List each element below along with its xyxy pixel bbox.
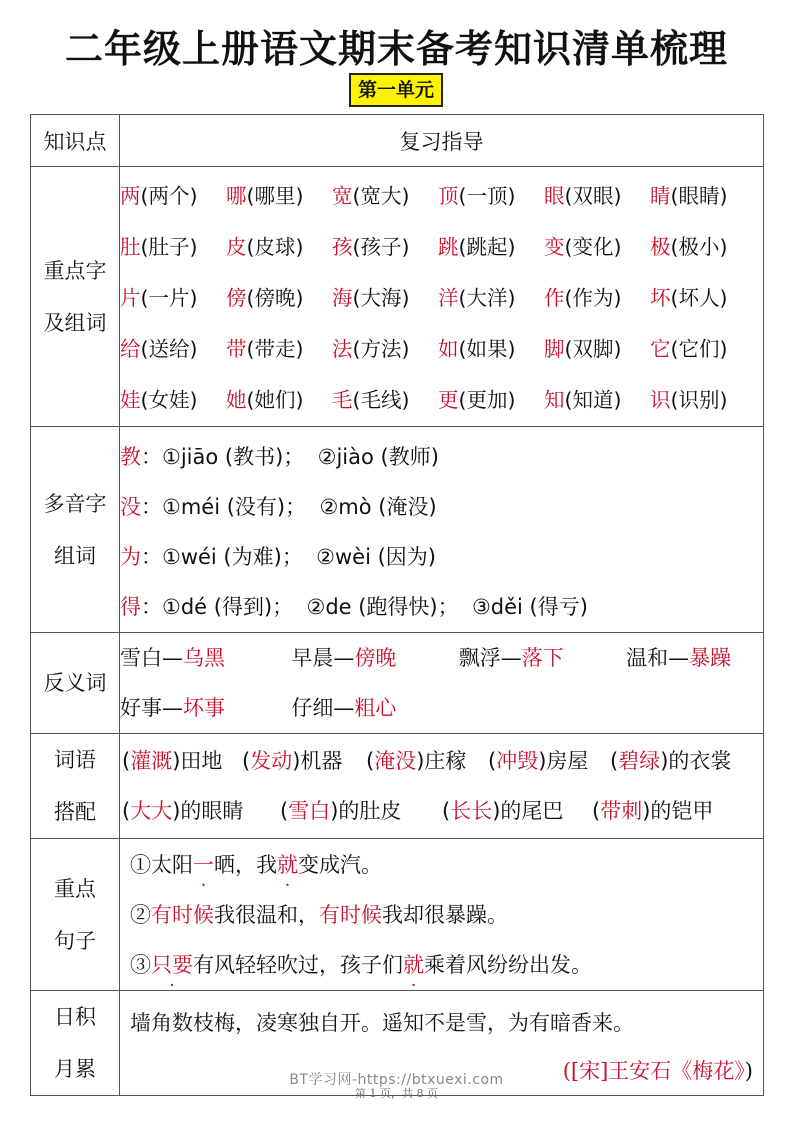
list-item: 教：①jiāo (教书)； ②jiào (教师)	[120, 444, 439, 469]
list-item: 顶(一顶)	[438, 184, 516, 208]
list-item: 脚(双脚)	[544, 337, 622, 361]
list-item: 她(她们)	[226, 388, 304, 412]
list-item: 傍(傍晚)	[226, 286, 304, 310]
list-item: 海(大海)	[332, 286, 410, 310]
row-key-sentences	[31, 839, 764, 991]
antonyms-list	[120, 633, 764, 734]
list-item: 带(带走)	[226, 337, 304, 361]
row-polyphonic	[31, 427, 764, 633]
list-item: 知(知道)	[544, 388, 622, 412]
list-item: 眼(双眼)	[544, 184, 622, 208]
list-item: 如(如果)	[438, 337, 516, 361]
knowledge-table	[30, 114, 764, 1096]
list-item: (灌溉)田地 (发动)机器 (淹没)庄稼 (冲毁)房屋 (碧绿)的衣裳	[122, 749, 732, 773]
header-col-guide: 复习指导	[120, 115, 764, 167]
list-item: 极(极小)	[650, 235, 728, 259]
label-key-characters: 重点字 及组词	[31, 167, 120, 427]
list-item: (大大)的眼睛 (雪白)的肚皮 (长长)的尾巴 (带刺)的铠甲	[122, 799, 714, 823]
polyphonic-list	[120, 427, 764, 633]
label-polyphonic: 多音字 组词	[31, 427, 120, 633]
label-antonyms: 反义词	[31, 633, 120, 734]
row-key-characters	[31, 167, 764, 427]
list-item: 没：①méi (没有)； ②mò (淹没)	[120, 494, 437, 519]
list-item: ①太阳一晒，我就变成汽。	[130, 852, 382, 877]
list-item: 好事—坏事 仔细—粗心	[120, 696, 397, 720]
key-characters-grid	[120, 167, 764, 427]
unit-badge: 第一单元	[349, 73, 443, 107]
poem-text: 墙角数枝梅，凌寒独自开。遥知不是雪，为有暗香来。	[130, 1011, 634, 1035]
list-item: 变(变化)	[544, 235, 622, 259]
label-daily-accumulation: 日积 月累	[31, 991, 120, 1096]
list-item: 两(两个)	[120, 184, 198, 208]
list-item: 更(更加)	[438, 388, 516, 412]
list-item: 作(作为)	[544, 286, 622, 310]
list-item: 娃(女娃)	[120, 388, 198, 412]
collocation-list	[120, 734, 764, 839]
list-item: 雪白—乌黑 早晨—傍晚 飘浮—落下 温和—暴躁	[120, 646, 732, 670]
list-item: 皮(皮球)	[226, 235, 304, 259]
list-item: ②有时候我很温和，有时候我却很暴躁。	[130, 902, 508, 927]
list-item: 哪(哪里)	[226, 184, 304, 208]
list-item: 为：①wéi (为难)； ②wèi (因为)	[120, 544, 436, 569]
list-item: ③只要有风轻轻吹过，孩子们就乘着风纷纷出发。	[130, 952, 592, 977]
row-collocation	[31, 734, 764, 839]
list-item: 孩(孩子)	[332, 235, 410, 259]
watermark: BT学习网-https://btxuexi.com	[289, 1072, 504, 1088]
label-collocation: 词语 搭配	[31, 734, 120, 839]
poem-citation: ([宋]王安石《梅花》)	[562, 1059, 753, 1083]
list-item: 毛(毛线)	[332, 388, 410, 412]
list-item: 洋(大洋)	[438, 286, 516, 310]
list-item: 给(送给)	[120, 337, 198, 361]
header-col-knowledge: 知识点	[31, 115, 120, 167]
list-item: 得：①dé (得到)； ②de (跑得快)； ③děi (得亏)	[120, 594, 588, 619]
list-item: 坏(坏人)	[650, 286, 728, 310]
row-antonyms	[31, 633, 764, 734]
list-item: 跳(跳起)	[438, 235, 516, 259]
list-item: 肚(肚子)	[120, 235, 198, 259]
table-header-row	[31, 115, 764, 167]
page-number: 第 1 页，共 8 页	[355, 1087, 438, 1100]
label-key-sentences: 重点 句子	[31, 839, 120, 991]
list-item: 宽(宽大)	[332, 184, 410, 208]
list-item: 睛(眼睛)	[650, 184, 728, 208]
page-title: 二年级上册语文期末备考知识清单梳理	[64, 27, 728, 71]
list-item: 片(一片)	[120, 286, 198, 310]
list-item: 识(识别)	[650, 388, 728, 412]
list-item: 法(方法)	[332, 337, 410, 361]
key-sentences-list	[120, 839, 764, 991]
list-item: 它(它们)	[650, 337, 728, 361]
